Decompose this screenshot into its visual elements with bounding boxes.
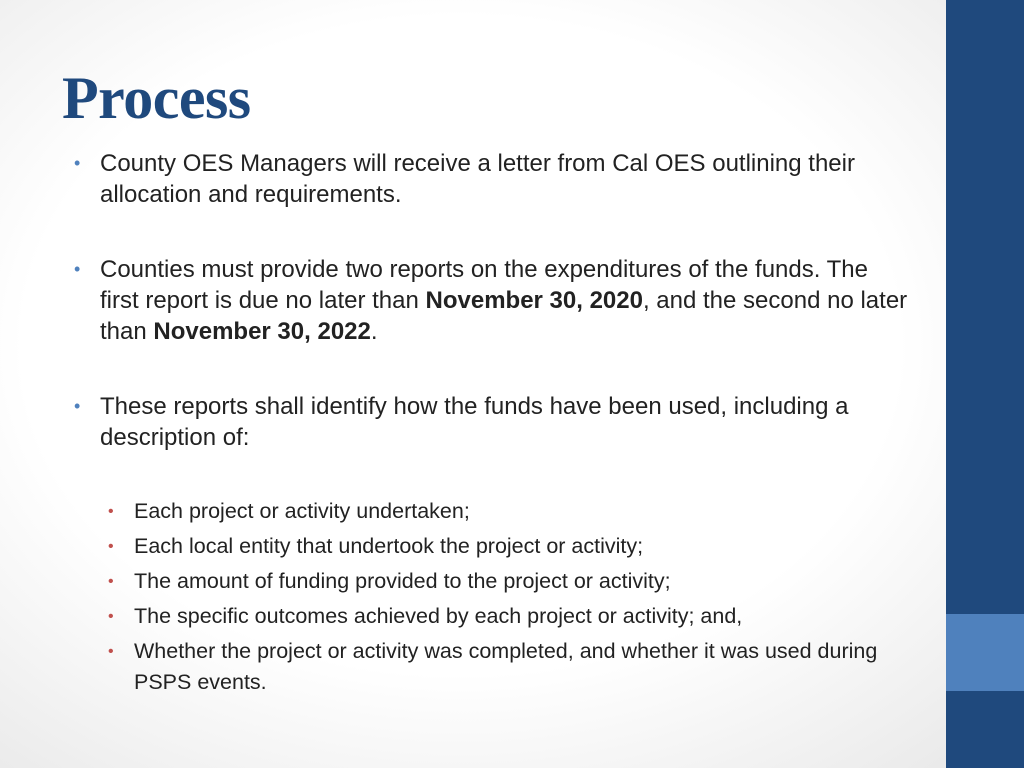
decorative-sidebar-accent [946,614,1024,691]
sub-bullet-list [106,496,906,702]
bullet-item [72,391,912,453]
second-report-deadline: November 30, 2022 [153,318,371,345]
bullet-dot-icon: • [74,153,81,173]
sub-bullet-dot-icon: • [108,608,114,625]
sub-bullet-text: The amount of funding provided to the project or activity; [134,569,671,593]
sub-bullet-item [106,566,906,597]
sub-bullet-dot-icon: • [108,538,114,555]
bullet-dot-icon: • [74,396,81,416]
bullet-dot-icon: • [74,259,81,279]
sub-bullet-item [106,531,906,562]
sub-bullet-item [106,636,906,698]
bullet-text: Counties must provide two reports on the expenditures of the funds. The first report is due no later than [100,256,868,314]
sub-bullet-dot-icon: • [108,573,114,590]
sub-bullet-text: The specific outcomes achieved by each project or activity; and, [134,604,743,628]
bullet-text: , and the second no later than [100,287,908,345]
slide-title: Process [62,65,251,131]
first-report-deadline: November 30, 2020 [425,287,643,314]
sub-bullet-text: Whether the project or activity was completed, and whether it was used during PSPS events. [134,639,878,694]
bullet-item [72,254,912,347]
sub-bullet-dot-icon: • [108,643,114,660]
sub-bullet-item [106,601,906,632]
bullet-text: . [370,318,378,345]
sub-bullet-text: Each local entity that undertook the project or activity; [134,534,644,558]
bullet-text: County OES Managers will receive a letter from Cal OES outlining their allocation and requirements. [100,150,855,208]
decorative-sidebar [946,0,1024,768]
bullet-text: These reports shall identify how the funds have been used, including a description of: [100,393,849,451]
sub-bullet-item [106,496,906,527]
bullet-item [72,148,912,210]
bullet-list [72,148,912,497]
sub-bullet-text: Each project or activity undertaken; [134,499,470,523]
sub-bullet-dot-icon: • [108,503,114,520]
